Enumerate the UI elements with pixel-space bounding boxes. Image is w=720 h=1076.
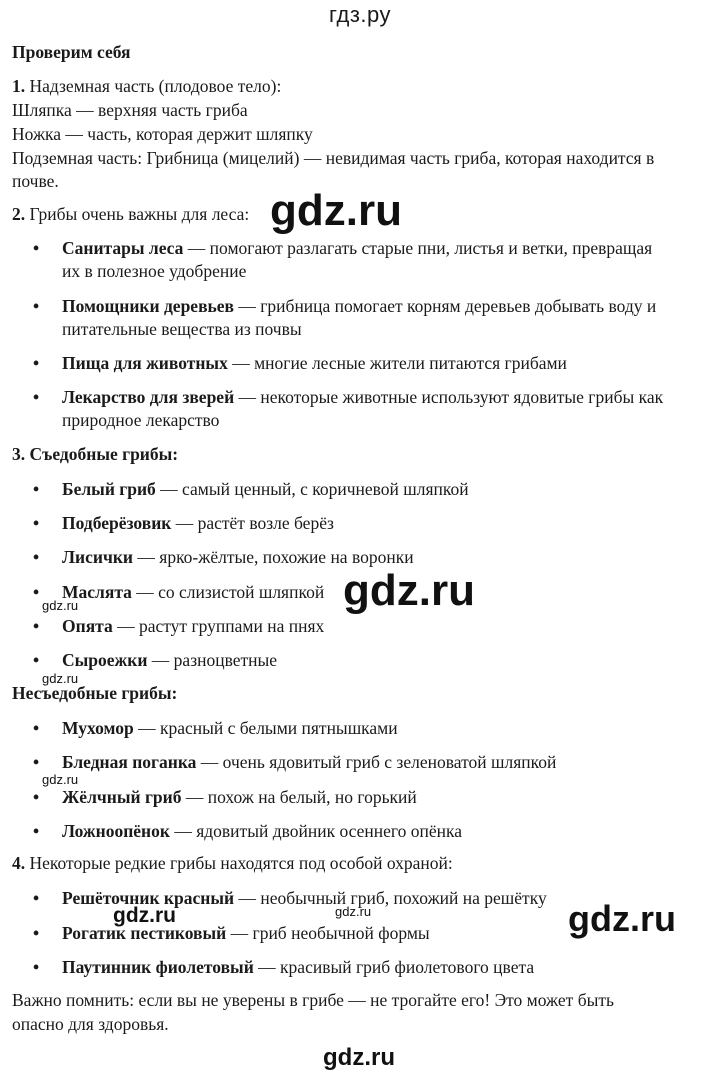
list-item (62, 957, 534, 978)
item-desc: — гриб необычной формы (226, 923, 430, 943)
bullet-icon: • (33, 479, 40, 499)
list-item-cont: природное лекарство (62, 410, 220, 430)
item-term: Решёточник красный (62, 888, 235, 908)
list-item (62, 752, 556, 773)
item-term: Лекарство для зверей (62, 387, 235, 407)
item-desc: — самый ценный, с коричневой шляпкой (155, 479, 469, 499)
item-term: Маслята (62, 582, 132, 602)
bullet-icon: • (33, 582, 40, 602)
page-heading: Проверим себя (12, 42, 131, 62)
item-desc: — необычный гриб, похожий на решётку (234, 888, 547, 908)
q1-line4: Подземная часть: Грибница (мицелий) — невидимая часть гриба, которая находится в (12, 148, 655, 168)
item-term: Помощники деревьев (62, 296, 234, 316)
list-item (62, 616, 324, 637)
item-term: Сыроежки (62, 650, 148, 670)
item-term: Подберёзовик (62, 513, 172, 533)
item-term: Опята (62, 616, 113, 636)
item-desc: — грибница помогает корням деревьев добывать воду и (234, 296, 657, 316)
item-desc: — красивый гриб фиолетового цвета (253, 957, 535, 977)
q3-heading: 3. Съедобные грибы: (12, 444, 179, 464)
watermark: gdz.ru (568, 898, 676, 939)
item-desc: — очень ядовитый гриб с зеленоватой шляпкой (196, 752, 557, 772)
q4-text: Некоторые редкие грибы находятся под особой охраной: (29, 853, 453, 873)
bullet-icon: • (33, 296, 40, 316)
list-item (62, 821, 462, 842)
bullet-icon: • (33, 513, 40, 533)
item-desc: — растёт возле берёз (171, 513, 334, 533)
item-desc: — похож на белый, но горький (181, 787, 417, 807)
list-item (62, 547, 414, 568)
list-item (62, 296, 656, 317)
item-desc: — разноцветные (147, 650, 278, 670)
bullet-icon: • (33, 353, 40, 373)
watermark: gdz.ru (42, 598, 79, 613)
q4-intro (12, 853, 453, 874)
bullet-icon: • (33, 888, 40, 908)
item-desc: — некоторые животные используют ядовитые грибы как (234, 387, 664, 407)
item-desc: — помогают разлагать старые пни, листья и ветки, превращая (183, 238, 653, 258)
item-term: Бледная поганка (62, 752, 197, 772)
q2-number: 2. (12, 204, 26, 224)
watermark: gdz.ru (42, 671, 79, 686)
list-item (62, 513, 334, 534)
bullet-icon: • (33, 547, 40, 567)
bullet-icon: • (33, 238, 40, 258)
watermark: gdz.ru (323, 1044, 395, 1071)
list-item (62, 650, 277, 671)
q1-number: 1. (12, 76, 26, 96)
list-item-cont: их в полезное удобрение (62, 261, 247, 281)
watermark: gdz.ru (113, 904, 176, 927)
footer-line2: опасно для здоровья. (12, 1014, 169, 1034)
item-term: Мухомор (62, 718, 134, 738)
bullet-icon: • (33, 387, 40, 407)
footer-line1: Важно помнить: если вы не уверены в грибе — не трогайте его! Это может быть (12, 990, 614, 1010)
q2-intro (12, 204, 249, 225)
item-term: Лисички (62, 547, 134, 567)
q1-line5: почве. (12, 171, 59, 191)
list-item (62, 479, 469, 500)
item-desc: — красный с белыми пятнышками (133, 718, 398, 738)
list-item (62, 582, 324, 603)
list-item-cont: питательные вещества из почвы (62, 319, 302, 339)
bullet-icon: • (33, 821, 40, 841)
item-desc: — ядовитый двойник осеннего опёнка (169, 821, 463, 841)
q1-text: Надземная часть (плодовое тело): (29, 76, 282, 96)
q1-line3: Ножка — часть, которая держит шляпку (12, 124, 313, 144)
list-item (62, 353, 567, 374)
q2-text: Грибы очень важны для леса: (29, 204, 250, 224)
list-item (62, 787, 417, 808)
q4-number: 4. (12, 853, 26, 873)
item-term: Белый гриб (62, 479, 156, 499)
bullet-icon: • (33, 787, 40, 807)
bullet-icon: • (33, 616, 40, 636)
item-desc: — со слизистой шляпкой (131, 582, 325, 602)
watermark: gdz.ru (270, 186, 402, 235)
item-term: Паутинник фиолетовый (62, 957, 254, 977)
item-term: Ложноопёнок (62, 821, 170, 841)
item-term: Рогатик пестиковый (62, 923, 227, 943)
item-desc: — растут группами на пнях (112, 616, 325, 636)
inedible-heading: Несъедобные грибы: (12, 683, 178, 703)
watermark: gdz.ru (42, 772, 79, 787)
item-term: Жёлчный гриб (62, 787, 182, 807)
list-item (62, 718, 398, 739)
watermark: gdz.ru (343, 566, 475, 615)
bullet-icon: • (33, 718, 40, 738)
list-item (62, 387, 663, 408)
bullet-icon: • (33, 650, 40, 670)
bullet-icon: • (33, 923, 40, 943)
item-desc: — ярко-жёлтые, похожие на воронки (133, 547, 414, 567)
list-item (62, 238, 652, 259)
bullet-icon: • (33, 957, 40, 977)
item-term: Санитары леса (62, 238, 184, 258)
q1-line2: Шляпка — верхняя часть гриба (12, 100, 248, 120)
watermark: gdz.ru (335, 904, 372, 919)
q1-line1 (12, 76, 281, 97)
bullet-icon: • (33, 752, 40, 772)
item-term: Пища для животных (62, 353, 228, 373)
item-desc: — многие лесные жители питаются грибами (227, 353, 567, 373)
site-title: гдз.ру (328, 2, 392, 27)
